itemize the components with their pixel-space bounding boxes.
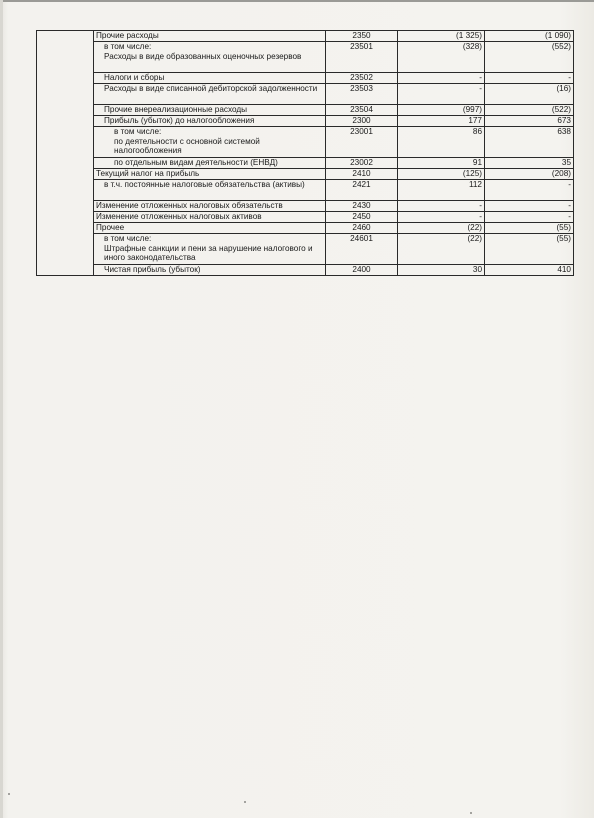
row-name: Чистая прибыль (убыток): [94, 265, 326, 276]
current-year-value: 112: [398, 180, 485, 201]
row-code: 2300: [326, 116, 398, 127]
row-code: 23504: [326, 105, 398, 116]
row-name: по отдельным видам деятельности (ЕНВД): [94, 158, 326, 169]
scan-speck: [470, 812, 472, 814]
previous-year-value: 410: [485, 265, 574, 276]
current-year-value: (997): [398, 105, 485, 116]
row-name: Прочие внереализационные расходы: [94, 105, 326, 116]
previous-year-value: (16): [485, 84, 574, 105]
current-year-value: (22): [398, 234, 485, 265]
previous-year-value: -: [485, 180, 574, 201]
scan-speck: [244, 801, 246, 803]
previous-year-value: -: [485, 73, 574, 84]
row-code: 2400: [326, 265, 398, 276]
row-code: 23502: [326, 73, 398, 84]
left-blank-column: [37, 31, 94, 276]
financial-results-table: [36, 30, 574, 276]
current-year-value: -: [398, 73, 485, 84]
table-row: [37, 84, 574, 105]
row-name: Прочие расходы: [94, 31, 326, 42]
row-code: 2430: [326, 201, 398, 212]
current-year-value: -: [398, 84, 485, 105]
table-row: [37, 180, 574, 201]
scan-speck: [8, 793, 10, 795]
current-year-value: (125): [398, 169, 485, 180]
row-code: 2410: [326, 169, 398, 180]
row-name: Изменение отложенных налоговых активов: [94, 212, 326, 223]
row-name: Расходы в виде списанной дебиторской задолженности: [94, 84, 326, 105]
table-row: [37, 105, 574, 116]
table-row: [37, 73, 574, 84]
row-name: Налоги и сборы: [94, 73, 326, 84]
current-year-value: (328): [398, 42, 485, 73]
current-year-value: 177: [398, 116, 485, 127]
table-row: [37, 169, 574, 180]
previous-year-value: (55): [485, 223, 574, 234]
row-name: в том числе: Расходы в виде образованных оценочных резервов: [94, 42, 326, 73]
previous-year-value: (1 090): [485, 31, 574, 42]
row-name: Прибыль (убыток) до налогообложения: [94, 116, 326, 127]
row-code: 23503: [326, 84, 398, 105]
table-row: [37, 201, 574, 212]
current-year-value: (1 325): [398, 31, 485, 42]
previous-year-value: (522): [485, 105, 574, 116]
previous-year-value: (55): [485, 234, 574, 265]
row-name: в том числе: Штрафные санкции и пени за нарушение налогового и иного законодательства: [94, 234, 326, 265]
table-row: [37, 127, 574, 158]
previous-year-value: -: [485, 212, 574, 223]
row-name: Текущий налог на прибыль: [94, 169, 326, 180]
table-row: [37, 158, 574, 169]
table-row: [37, 31, 574, 42]
previous-year-value: 35: [485, 158, 574, 169]
previous-year-value: (552): [485, 42, 574, 73]
row-code: 2450: [326, 212, 398, 223]
current-year-value: (22): [398, 223, 485, 234]
previous-year-value: 673: [485, 116, 574, 127]
row-code: 2460: [326, 223, 398, 234]
previous-year-value: -: [485, 201, 574, 212]
previous-year-value: (208): [485, 169, 574, 180]
table-row: [37, 223, 574, 234]
row-name: Прочее: [94, 223, 326, 234]
row-code: 2350: [326, 31, 398, 42]
previous-year-value: 638: [485, 127, 574, 158]
row-code: 23501: [326, 42, 398, 73]
scan-left-edge: [0, 0, 3, 818]
row-name: в т.ч. постоянные налоговые обязательства (активы): [94, 180, 326, 201]
current-year-value: 30: [398, 265, 485, 276]
row-name: Изменение отложенных налоговых обязательств: [94, 201, 326, 212]
row-name: в том числе: по деятельности с основной системой налогообложения: [94, 127, 326, 158]
current-year-value: 91: [398, 158, 485, 169]
table-row: [37, 265, 574, 276]
row-code: 24601: [326, 234, 398, 265]
scan-top-edge: [0, 0, 594, 2]
table-row: [37, 212, 574, 223]
table-row: [37, 234, 574, 265]
current-year-value: 86: [398, 127, 485, 158]
table-row: [37, 116, 574, 127]
row-code: 23002: [326, 158, 398, 169]
row-code: 2421: [326, 180, 398, 201]
current-year-value: -: [398, 212, 485, 223]
current-year-value: -: [398, 201, 485, 212]
row-code: 23001: [326, 127, 398, 158]
table-row: [37, 42, 574, 73]
